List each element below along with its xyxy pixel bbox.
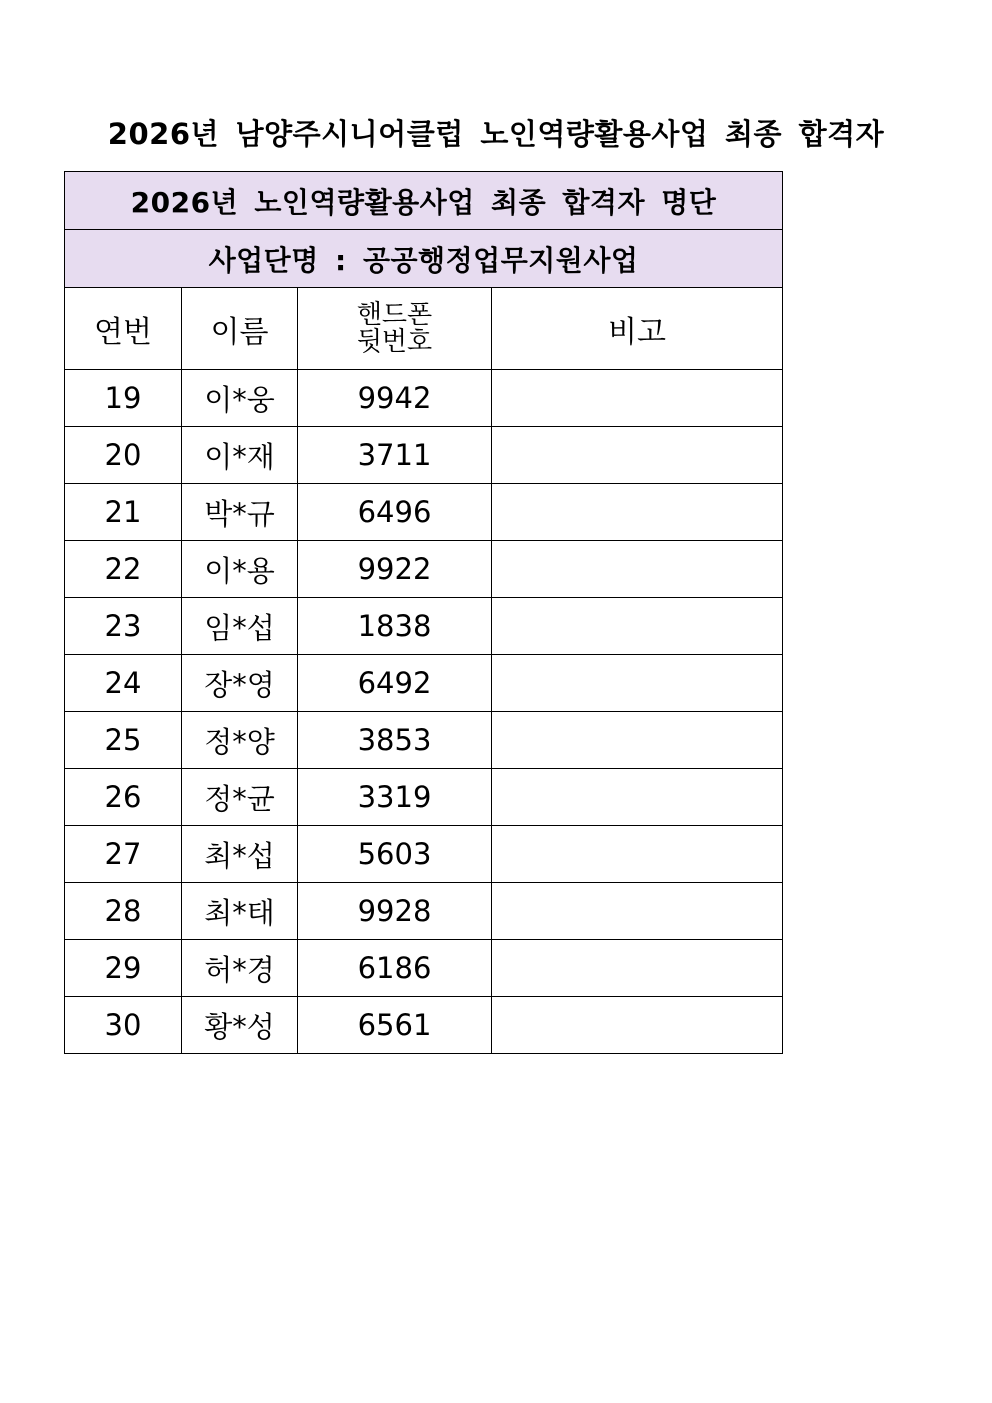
cell-note (492, 541, 783, 598)
cell-note (492, 997, 783, 1054)
column-header-row (65, 288, 783, 370)
cell-phone: 9928 (298, 883, 492, 940)
cell-note (492, 769, 783, 826)
table-row (65, 370, 783, 427)
table-row (65, 427, 783, 484)
cell-name: 최*태 (182, 883, 298, 940)
cell-phone: 6186 (298, 940, 492, 997)
column-header-phone-line2: 뒷번호 (356, 326, 433, 357)
cell-phone: 6492 (298, 655, 492, 712)
cell-number: 29 (65, 940, 182, 997)
cell-name: 황*성 (182, 997, 298, 1054)
cell-number: 28 (65, 883, 182, 940)
column-header-name: 이름 (182, 288, 298, 370)
table-row (65, 598, 783, 655)
cell-phone: 6561 (298, 997, 492, 1054)
cell-phone: 9942 (298, 370, 492, 427)
table-row (65, 712, 783, 769)
table-row (65, 541, 783, 598)
cell-note (492, 712, 783, 769)
banner-title-row (65, 172, 783, 230)
cell-name: 허*경 (182, 940, 298, 997)
column-header-number: 연번 (65, 288, 182, 370)
table-row (65, 883, 783, 940)
cell-name: 박*규 (182, 484, 298, 541)
banner-subtitle-row (65, 230, 783, 288)
cell-phone: 9922 (298, 541, 492, 598)
cell-number: 22 (65, 541, 182, 598)
cell-note (492, 655, 783, 712)
cell-phone: 1838 (298, 598, 492, 655)
cell-note (492, 370, 783, 427)
table-row (65, 655, 783, 712)
cell-phone: 3319 (298, 769, 492, 826)
table-row (65, 769, 783, 826)
cell-phone: 3853 (298, 712, 492, 769)
cell-number: 30 (65, 997, 182, 1054)
table-row (65, 940, 783, 997)
cell-name: 정*균 (182, 769, 298, 826)
cell-number: 19 (65, 370, 182, 427)
roster-table-body (65, 172, 783, 1054)
cell-note (492, 826, 783, 883)
table-row (65, 826, 783, 883)
column-header-phone (298, 288, 492, 370)
cell-name: 이*재 (182, 427, 298, 484)
banner-title: 2026년 노인역량활용사업 최종 합격자 명단 (65, 172, 783, 230)
cell-name: 이*웅 (182, 370, 298, 427)
column-header-note: 비고 (492, 288, 783, 370)
table-row (65, 997, 783, 1054)
cell-number: 21 (65, 484, 182, 541)
roster-table (64, 171, 783, 1054)
cell-number: 20 (65, 427, 182, 484)
cell-note (492, 598, 783, 655)
cell-number: 25 (65, 712, 182, 769)
cell-number: 26 (65, 769, 182, 826)
cell-name: 정*양 (182, 712, 298, 769)
cell-phone: 3711 (298, 427, 492, 484)
cell-name: 이*용 (182, 541, 298, 598)
table-row (65, 484, 783, 541)
cell-note (492, 427, 783, 484)
cell-phone: 5603 (298, 826, 492, 883)
cell-name: 최*섭 (182, 826, 298, 883)
cell-note (492, 883, 783, 940)
cell-name: 장*영 (182, 655, 298, 712)
cell-number: 23 (65, 598, 182, 655)
cell-note (492, 484, 783, 541)
cell-number: 27 (65, 826, 182, 883)
page-title: 2026년 남양주시니어클럽 노인역량활용사업 최종 합격자 (107, 117, 885, 151)
cell-phone: 6496 (298, 484, 492, 541)
banner-subtitle: 사업단명 : 공공행정업무지원사업 (65, 230, 783, 288)
cell-name: 임*섭 (182, 598, 298, 655)
column-header-phone-line1: 핸드폰 (356, 299, 433, 330)
cell-number: 24 (65, 655, 182, 712)
cell-note (492, 940, 783, 997)
